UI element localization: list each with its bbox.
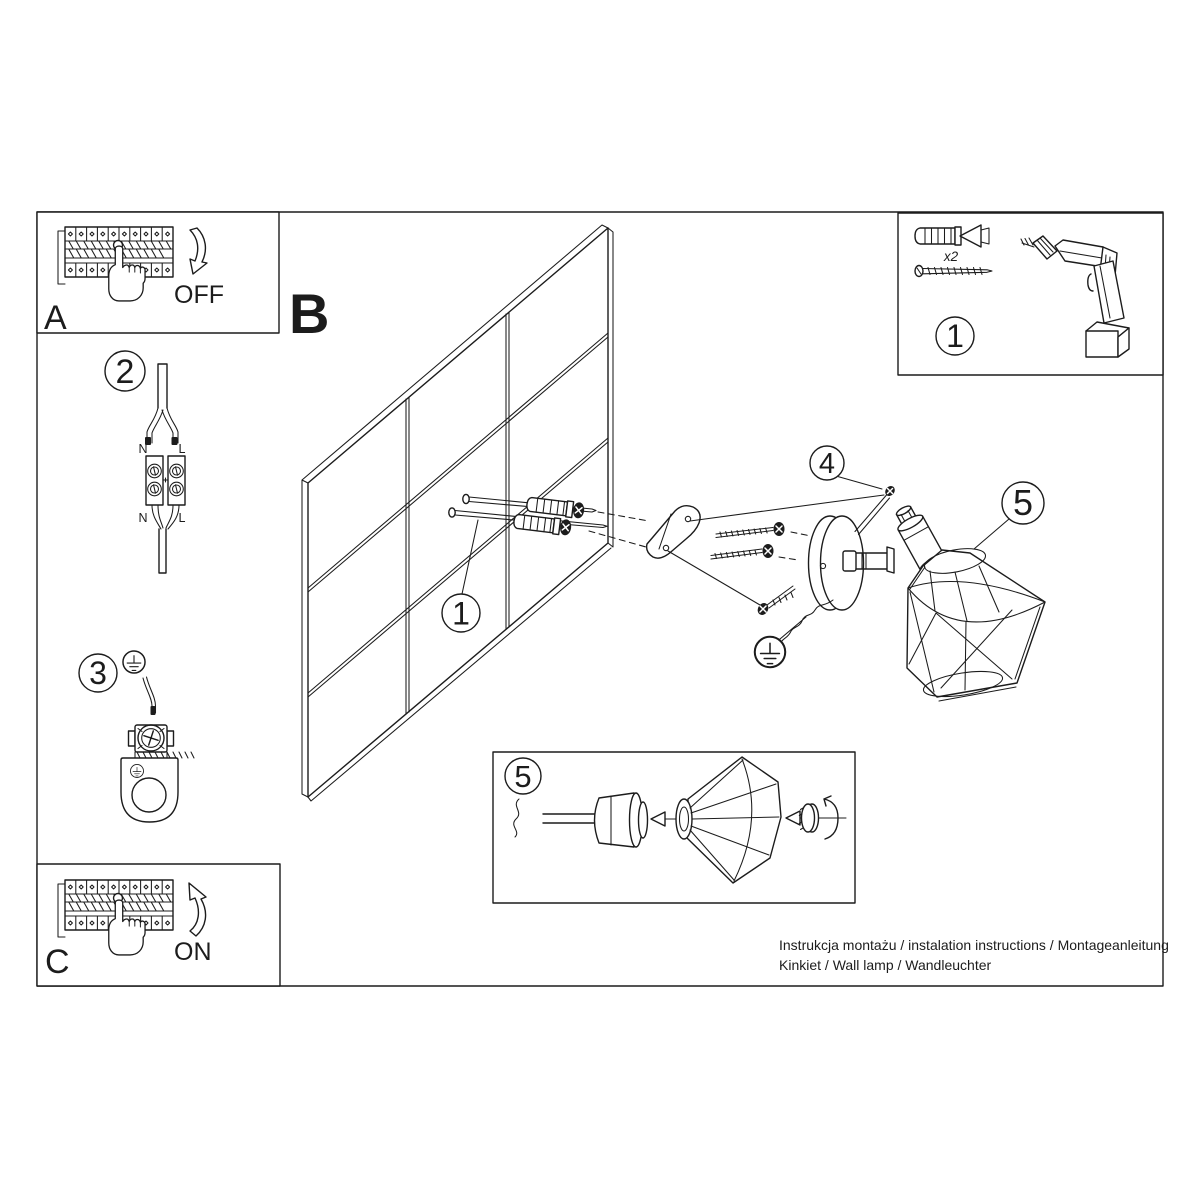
anchor-quantity-label: x2 [943,249,959,264]
step-1-number: 1 [452,595,470,632]
step-1-number: 1 [946,318,964,354]
on-label: ON [174,938,212,966]
panel-step5-box [493,752,855,903]
wire-merge-bottom [152,505,179,529]
neutral-label-top: N [138,442,148,456]
earth-symbol-icon [755,637,785,667]
step-3-earth-connection [79,651,194,822]
neutral-label-bottom: N [138,511,148,525]
terminal-block-right [168,456,185,505]
wire-end-right [172,437,178,445]
screw-head [463,494,469,503]
earth-symbol-icon [123,651,145,673]
step-3-number: 3 [89,655,107,691]
step-2-wiring-diagram [105,351,186,573]
panel-c-power-on [37,864,280,986]
wall-plug-icon [915,227,961,245]
footer-line-2: Kinkiet / Wall lamp / Wandleuchter [779,957,992,973]
socket-assembly [595,793,648,847]
step-5-number: 5 [514,759,532,794]
earth-wire-end [151,706,156,715]
live-label-bottom: L [178,511,186,525]
section-b-label: B [289,282,330,345]
panel-tools [898,213,1163,375]
off-label: OFF [174,281,224,309]
panel-c-label: C [45,943,70,981]
screw-head [449,508,455,517]
step-5-number: 5 [1012,482,1034,523]
terminal-block-left [146,456,163,505]
canopy-fixing-screw [855,484,897,534]
lamp-arm [843,547,894,573]
wall-bracket [647,506,701,558]
step-4-number: 4 [818,448,836,480]
step-4-callout [810,446,882,489]
supply-cable-bottom [159,529,166,573]
footer-line-1: Instrukcja montażu / instalation instructions / Montageanleitung [779,937,1169,953]
step-2-number: 2 [115,353,135,391]
supply-cable-top [158,364,167,408]
earth-screw [756,586,795,617]
panel-a-power-off [37,212,279,337]
footer-text [779,937,1169,973]
bracket-screws [711,522,811,560]
panel-step5-detail [493,752,855,903]
panel-a-label: A [44,299,67,337]
mounting-plate [121,758,178,822]
cage-shade [907,544,1045,701]
live-label-top: L [178,442,186,456]
step-5-callout [974,482,1044,549]
earth-terminal [129,725,195,758]
